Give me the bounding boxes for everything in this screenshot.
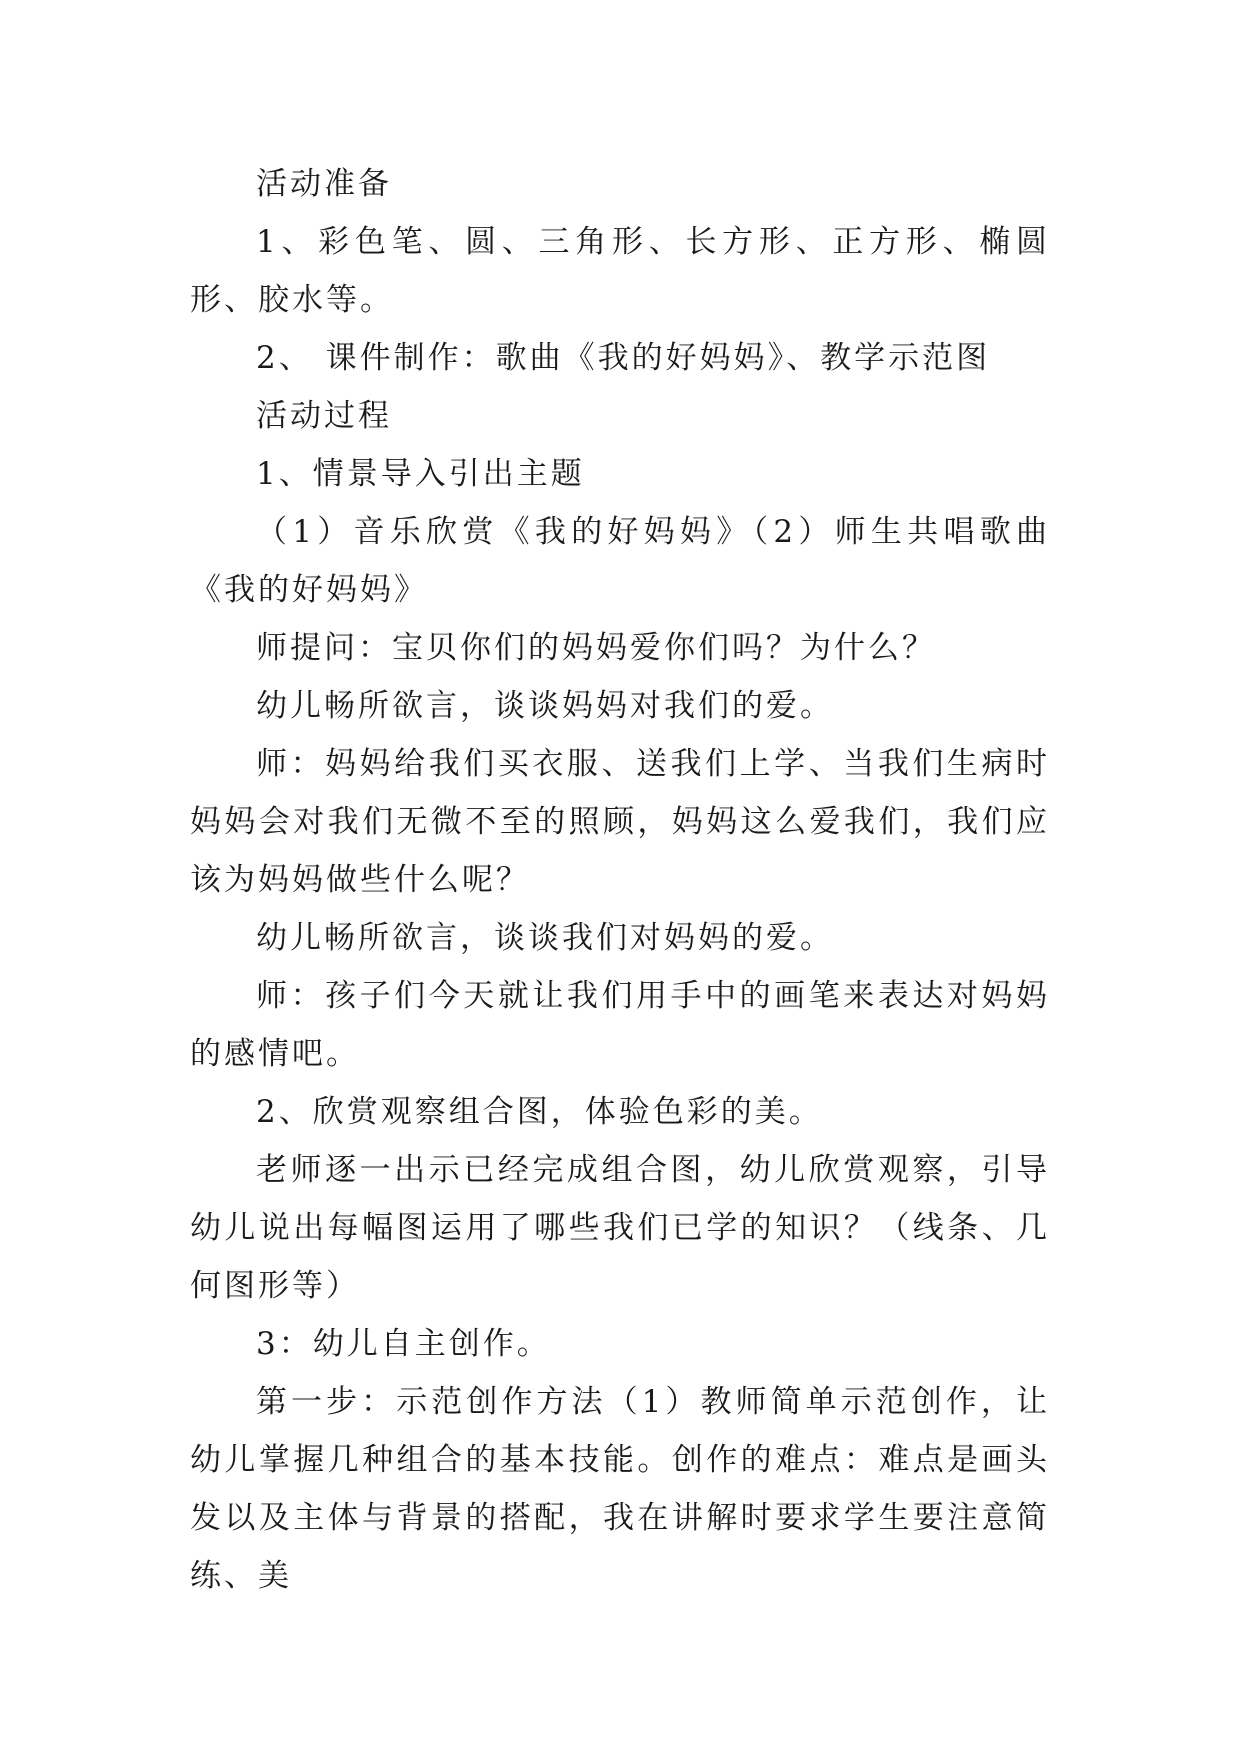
teacher-statement-2: 师：孩子们今天就让我们用手中的画笔来表达对妈妈的感情吧。 bbox=[190, 978, 1050, 1072]
teacher-statement-1: 师：妈妈给我们买衣服、送我们上学、当我们生病时妈妈会对我们无微不至的照顾，妈妈这么爱我们，我们应该为妈妈做些什么呢？ bbox=[190, 746, 1050, 898]
teacher-question: 师提问：宝贝你们的妈妈爱你们吗？为什么？ bbox=[256, 630, 936, 666]
process-step-3-detail: 第一步：示范创作方法（1）教师简单示范创作，让幼儿掌握几种组合的基本技能。创作的难点：难点是画头发以及主体与背景的搭配，我在讲解时要求学生要注意简练、美 bbox=[190, 1384, 1050, 1594]
preparation-item-1: 1、彩色笔、圆、三角形、长方形、正方形、椭圆形、胶水等。 bbox=[190, 224, 1050, 318]
heading-activity-preparation: 活动准备 bbox=[256, 166, 392, 202]
document-body bbox=[190, 155, 1050, 1605]
process-step-1-detail: （1）音乐欣赏《我的好妈妈》（2）师生共唱歌曲《我的好妈妈》 bbox=[190, 514, 1050, 608]
process-step-1: 1、情景导入引出主题 bbox=[256, 456, 585, 492]
process-step-2-detail: 老师逐一出示已经完成组合图，幼儿欣赏观察，引导幼儿说出每幅图运用了哪些我们已学的知识？（线条、几何图形等） bbox=[190, 1152, 1050, 1304]
process-step-2: 2、欣赏观察组合图，体验色彩的美。 bbox=[256, 1094, 823, 1130]
children-response-2: 幼儿畅所欲言，谈谈我们对妈妈的爱。 bbox=[256, 920, 834, 956]
children-response-1: 幼儿畅所欲言，谈谈妈妈对我们的爱。 bbox=[256, 688, 834, 724]
process-step-3: 3：幼儿自主创作。 bbox=[256, 1326, 551, 1362]
preparation-item-2: 2、 课件制作：歌曲《我的好妈妈》、教学示范图 bbox=[256, 340, 991, 376]
heading-activity-process: 活动过程 bbox=[256, 398, 392, 434]
